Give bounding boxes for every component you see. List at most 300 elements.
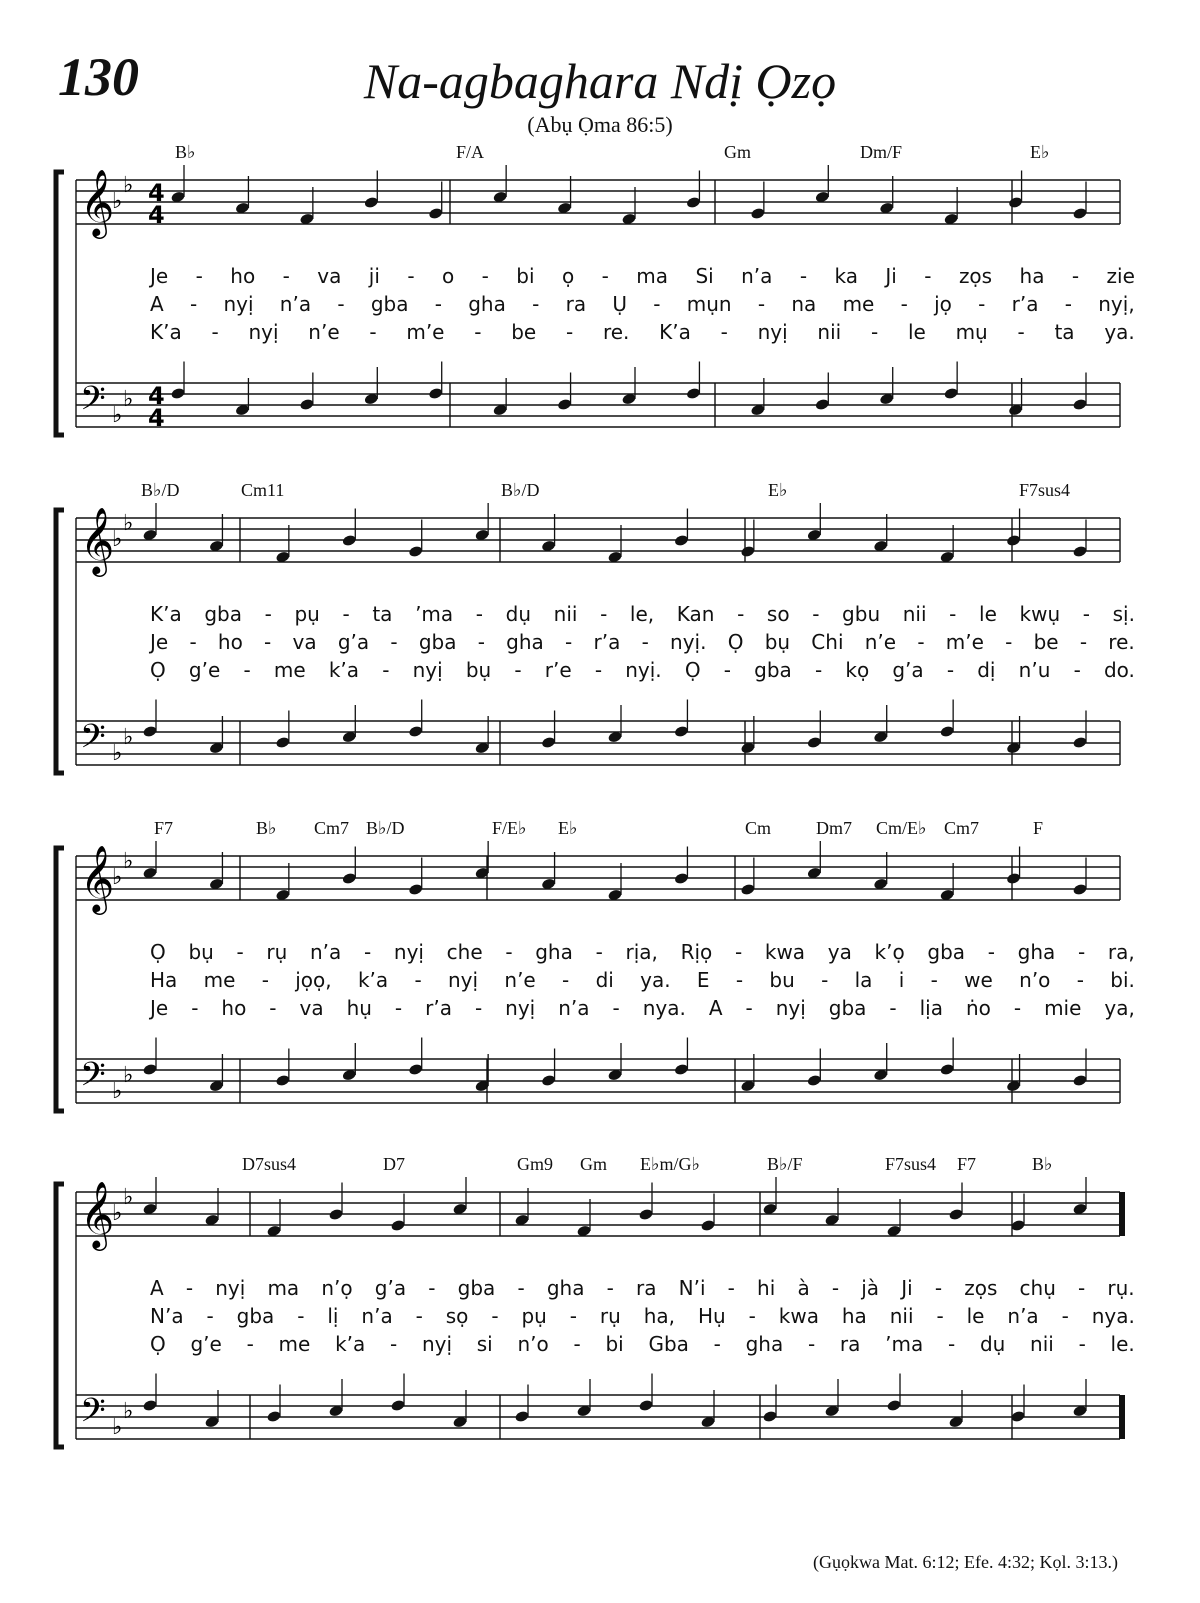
lyric-syllable: k’a: [357, 968, 389, 992]
lyric-syllable: k’a: [335, 1332, 366, 1356]
lyric-syllable: me: [273, 658, 306, 682]
chord-symbol: Cm7: [944, 818, 980, 838]
lyric-syllable: nyị.: [625, 658, 662, 682]
lyric-syllable: di: [595, 968, 614, 992]
lyric-syllable: -: [297, 1304, 305, 1328]
flat-icon: ♭: [123, 1185, 134, 1210]
lyric-syllable: bi.: [1110, 968, 1135, 992]
lyric-syllable: A: [150, 292, 164, 316]
flat-icon: ♭: [123, 849, 134, 874]
lyric-syllable: Ọ: [684, 658, 701, 682]
lyric-syllable: r’a: [593, 630, 621, 654]
lyric-syllable: -: [1013, 996, 1022, 1020]
lyric-syllable: nyị: [757, 320, 788, 344]
lyric-syllable: nyị: [215, 1276, 246, 1300]
lyric-syllable: -: [195, 264, 203, 288]
lyric-syllable: va: [299, 996, 324, 1020]
lyric-syllable: -: [734, 940, 743, 964]
lyric-syllable: nyị: [421, 1332, 453, 1356]
lyric-syllable: zọs: [964, 1276, 998, 1300]
lyric-syllable: -: [269, 996, 277, 1020]
flat-icon: ♭: [112, 1201, 123, 1226]
lyric-syllable: n’e: [504, 968, 536, 992]
lyric-syllable: -: [946, 658, 955, 682]
lyric-syllable: o: [441, 264, 455, 288]
lyric-syllable: -: [434, 292, 442, 316]
lyric-syllable: zie: [1106, 264, 1135, 288]
lyric-syllable: -: [394, 996, 403, 1020]
lyric-syllable: n’a: [558, 996, 590, 1020]
system-bracket-icon: [56, 172, 64, 435]
lyric-verse-1: [150, 264, 1135, 294]
lyric-syllable: -: [185, 1276, 194, 1300]
lyric-syllable: Ji: [885, 264, 897, 288]
lyric-syllable: -: [236, 940, 244, 964]
lyric-syllable: nyị: [448, 968, 479, 992]
lyric-syllable: -: [745, 996, 753, 1020]
flat-icon: ♭: [112, 741, 123, 766]
lyric-syllable: N’a: [150, 1304, 184, 1328]
hymn-number: 130: [58, 47, 139, 107]
lyric-syllable: jọ: [934, 292, 952, 316]
lyric-syllable: le: [907, 320, 926, 344]
lyric-syllable: ji: [368, 264, 380, 288]
lyric-syllable: rịa,: [625, 940, 658, 964]
lyric-syllable: we: [964, 968, 993, 992]
lyric-syllable: -: [363, 940, 372, 964]
chord-symbol: F/A: [456, 142, 485, 162]
bass-staff: [76, 718, 1120, 766]
lyric-syllable: -: [748, 1304, 756, 1328]
lyric-syllable: -: [934, 1276, 943, 1300]
lyric-syllable: m’e: [945, 630, 984, 654]
lyric-syllable: -: [1077, 940, 1086, 964]
lyric-syllable: lịa: [919, 996, 943, 1020]
lyric-syllable: gba: [418, 630, 457, 654]
flat-icon: ♭: [112, 1079, 123, 1104]
lyric-syllable: n’ọ: [321, 1276, 353, 1300]
lyric-syllable: kwa: [764, 940, 806, 964]
chord-symbol: D7: [383, 1154, 405, 1174]
lyric-syllable: nyị.: [670, 630, 707, 654]
lyric-syllable: -: [723, 658, 731, 682]
lyric-syllable: -: [189, 292, 198, 316]
chord-symbol: B♭: [175, 142, 196, 162]
lyric-syllable: m’e: [406, 320, 445, 344]
lyric-syllable: g’a: [374, 1276, 407, 1300]
lyric-syllable: -: [565, 320, 574, 344]
lyric-syllable: -: [390, 630, 398, 654]
music-system: [0, 478, 1200, 798]
lyric-syllable: be: [1033, 630, 1059, 654]
lyric-syllable: -: [475, 602, 484, 626]
lyric-verse-3: [150, 1332, 1135, 1362]
lyric-syllable: kwa: [778, 1304, 819, 1328]
lyric-syllable: -: [1005, 630, 1013, 654]
lyric-syllable: gba: [236, 1304, 275, 1328]
lyric-syllable: -: [243, 658, 251, 682]
lyric-syllable: nya.: [1091, 1304, 1135, 1328]
lyric-syllable: me: [203, 968, 236, 992]
lyric-syllable: -: [1064, 292, 1072, 316]
lyric-syllable: si: [476, 1332, 493, 1356]
lyric-syllable: -: [407, 264, 415, 288]
lyric-syllable: -: [812, 602, 820, 626]
lyric-syllable: -: [612, 996, 620, 1020]
lyric-syllable: A: [150, 1276, 164, 1300]
lyric-syllable: A: [708, 996, 723, 1020]
treble-clef-icon: 𝄞: [80, 168, 115, 236]
chord-symbol: B♭/D: [141, 480, 180, 500]
lyric-syllable: g’a: [892, 658, 924, 682]
bass-staff: [76, 1392, 1120, 1440]
lyric-syllable: -: [900, 292, 908, 316]
lyric-syllable: ya.: [640, 968, 671, 992]
lyric-syllable: sị.: [1112, 602, 1135, 626]
lyric-syllable: Ọ: [150, 1332, 166, 1356]
lyric-syllable: n’u: [1018, 658, 1051, 682]
lyric-syllable: nya.: [642, 996, 686, 1020]
lyric-syllable: -: [1078, 1332, 1086, 1356]
treble-clef-icon: 𝄞: [80, 506, 115, 574]
lyric-syllable: gba: [204, 602, 243, 626]
lyric-syllable: n’a: [1007, 1304, 1039, 1328]
lyric-syllable: zọs: [958, 264, 993, 288]
lyric-syllable: -: [947, 1332, 956, 1356]
lyric-syllable: ka: [834, 264, 858, 288]
lyric-syllable: re.: [602, 320, 630, 344]
lyric-syllable: ọ: [561, 264, 575, 288]
lyric-syllable: che: [446, 940, 483, 964]
lyric-syllable: g’e: [188, 658, 221, 682]
lyric-syllable: Si: [695, 264, 714, 288]
lyric-syllable: r’a: [1011, 292, 1039, 316]
chord-symbol: B♭: [256, 818, 277, 838]
chord-symbol: Gm: [580, 1154, 607, 1174]
lyric-syllable: -: [831, 1276, 840, 1300]
lyric-syllable: nii: [902, 602, 927, 626]
lyric-syllable: sọ: [445, 1304, 469, 1328]
lyric-syllable: lị: [327, 1304, 339, 1328]
bass-clef-icon: 𝄢: [80, 1392, 106, 1438]
chord-symbol: E♭: [1030, 142, 1050, 162]
lyric-syllable: Je: [150, 630, 169, 654]
lyric-syllable: ra: [839, 1332, 861, 1356]
lyric-syllable: E: [696, 968, 710, 992]
lyric-syllable: be: [511, 320, 537, 344]
lyric-syllable: -: [870, 320, 879, 344]
lyric-syllable: Je: [150, 996, 169, 1020]
lyric-syllable: kọ: [845, 658, 870, 682]
lyric-syllable: -: [595, 940, 603, 964]
hymn-title: Na-agbaghara Ndị Ọzọ: [363, 53, 837, 109]
lyric-verse-1: [150, 1276, 1135, 1306]
lyric-syllable: -: [1082, 602, 1090, 626]
flat-icon: ♭: [112, 189, 123, 214]
lyric-syllable: -: [601, 264, 609, 288]
lyric-syllable: -: [569, 1304, 577, 1328]
lyric-syllable: ya: [827, 940, 852, 964]
lyric-syllable: ha: [841, 1304, 867, 1328]
lyric-syllable: -: [1017, 320, 1025, 344]
lyric-syllable: nyị: [248, 320, 279, 344]
flat-icon: ♭: [123, 725, 134, 750]
lyric-syllable: -: [261, 968, 269, 992]
lyric-syllable: ya,: [1104, 996, 1135, 1020]
chord-symbol: Dm7: [816, 818, 852, 838]
lyric-syllable: la: [854, 968, 873, 992]
lyric-syllable: -: [930, 968, 938, 992]
lyric-syllable: K’a: [659, 320, 691, 344]
lyric-syllable: ha: [1019, 264, 1045, 288]
flat-icon: ♭: [123, 173, 134, 198]
lyric-syllable: pụ: [521, 1304, 547, 1328]
lyric-syllable: bi: [605, 1332, 624, 1356]
lyric-syllable: g’a: [337, 630, 370, 654]
flat-icon: ♭: [123, 1063, 134, 1088]
lyric-syllable: r’a: [425, 996, 452, 1020]
lyric-syllable: -: [889, 996, 897, 1020]
lyric-syllable: dụ: [979, 1332, 1006, 1356]
lyric-syllable: -: [737, 602, 745, 626]
lyric-syllable: nii: [553, 602, 578, 626]
lyric-syllable: ho: [230, 264, 256, 288]
lyric-syllable: -: [1071, 264, 1080, 288]
lyric-syllable: kwụ: [1019, 602, 1061, 626]
chord-symbol: F7sus4: [1019, 480, 1071, 500]
lyric-syllable: ma: [636, 264, 669, 288]
lyric-syllable: Chi: [811, 630, 844, 654]
lyric-syllable: -: [514, 658, 522, 682]
lyric-syllable: -: [264, 630, 272, 654]
lyric-syllable: ta: [1054, 320, 1075, 344]
lyric-syllable: gha: [535, 940, 573, 964]
lyric-syllable: re.: [1108, 630, 1135, 654]
time-signature-icon: 4: [148, 179, 165, 207]
lyric-syllable: n’a: [361, 1304, 393, 1328]
lyric-syllable: -: [653, 292, 661, 316]
lyric-syllable: n’a: [279, 292, 312, 316]
lyric-syllable: Je: [150, 264, 169, 288]
lyric-syllable: gba: [754, 658, 792, 682]
lyric-verse-1: [150, 940, 1135, 970]
lyric-syllable: ta: [372, 602, 393, 626]
chord-symbol: Cm/E♭: [876, 818, 927, 838]
lyric-syllable: -: [917, 630, 925, 654]
lyric-syllable: n’e: [308, 320, 340, 344]
lyric-syllable: -: [477, 630, 485, 654]
lyric-syllable: -: [369, 320, 377, 344]
lyric-syllable: nyị: [223, 292, 254, 316]
music-system: [0, 816, 1200, 1136]
lyric-syllable: Ọ: [150, 658, 166, 682]
lyric-syllable: n’e: [864, 630, 897, 654]
lyric-syllable: k’a: [328, 658, 360, 682]
lyric-syllable: -: [594, 658, 603, 682]
lyric-syllable: Gba: [648, 1332, 689, 1356]
lyric-syllable: -: [713, 1332, 721, 1356]
lyric-syllable: hụ: [346, 996, 372, 1020]
flat-icon: ♭: [112, 403, 123, 428]
lyric-syllable: -: [189, 630, 197, 654]
lyric-syllable: gba: [370, 292, 409, 316]
lyric-syllable: nyị: [775, 996, 806, 1020]
system-bracket-icon: [56, 1184, 64, 1447]
lyric-syllable: nyị: [505, 996, 536, 1020]
treble-staff: [76, 1180, 1120, 1251]
lyric-syllable: mụ: [955, 320, 988, 344]
lyric-syllable: me: [278, 1332, 311, 1356]
flat-icon: ♭: [112, 1415, 123, 1440]
time-signature-icon: 4: [148, 201, 165, 229]
lyric-syllable: gbu: [842, 602, 881, 626]
lyric-syllable: nyị: [412, 658, 443, 682]
lyric-syllable: -: [474, 996, 483, 1020]
lyric-syllable: i: [898, 968, 905, 992]
treble-clef-icon: 𝄞: [80, 1180, 115, 1248]
lyric-syllable: rụ.: [1107, 1276, 1135, 1300]
lyric-syllable: nyị,: [1098, 292, 1135, 316]
lyric-syllable: ho: [221, 996, 247, 1020]
lyric-syllable: Ọ: [150, 940, 166, 964]
chord-symbol: B♭/D: [366, 818, 405, 838]
lyric-syllable: gha: [745, 1332, 784, 1356]
lyric-syllable: gba: [457, 1276, 496, 1300]
flat-icon: ♭: [123, 511, 134, 536]
system-bracket-icon: [56, 848, 64, 1111]
lyric-syllable: rụ: [599, 1304, 621, 1328]
treble-staff: [76, 844, 1120, 915]
flat-icon: ♭: [123, 387, 134, 412]
lyric-syllable: -: [491, 1304, 499, 1328]
lyric-syllable: gba: [828, 996, 867, 1020]
footer-scripture-references: (Gụọkwa Mat. 6:12; Efe. 4:32; Kọl. 3:13.): [813, 1552, 1118, 1572]
lyric-syllable: -: [206, 1304, 214, 1328]
lyric-syllable: -: [1076, 968, 1084, 992]
lyric-syllable: va: [292, 630, 317, 654]
lyric-syllable: n’o: [1019, 968, 1051, 992]
lyric-syllable: nii: [889, 1304, 914, 1328]
lyric-syllable: jọọ,: [295, 968, 332, 992]
lyric-syllable: chụ: [1019, 1276, 1056, 1300]
bass-staff: [76, 1056, 1120, 1104]
lyric-syllable: le: [979, 602, 997, 626]
lyric-syllable: Ụ: [612, 292, 628, 316]
lyric-syllable: hi: [757, 1276, 776, 1300]
chord-symbol: B♭/F: [767, 1154, 803, 1174]
flat-icon: ♭: [112, 865, 123, 890]
lyric-syllable: n’o: [517, 1332, 549, 1356]
lyric-syllable: rụ: [266, 940, 288, 964]
lyric-syllable: jà: [861, 1276, 880, 1300]
lyric-syllable: -: [415, 1304, 423, 1328]
lyric-syllable: ya.: [1104, 320, 1135, 344]
lyric-syllable: -: [562, 968, 570, 992]
lyric-syllable: va: [317, 264, 342, 288]
lyric-verse-2: [150, 1304, 1135, 1334]
lyric-syllable: le,: [629, 602, 655, 626]
lyric-syllable: Ọ: [727, 630, 744, 654]
lyric-syllable: ha,: [643, 1304, 676, 1328]
lyric-syllable: -: [517, 1276, 525, 1300]
lyric-syllable: -: [532, 292, 540, 316]
lyric-verse-3: [150, 658, 1135, 688]
lyric-syllable: nii: [817, 320, 842, 344]
lyric-syllable: K’a: [150, 320, 182, 344]
lyric-syllable: -: [573, 1332, 581, 1356]
lyric-syllable: -: [246, 1332, 254, 1356]
lyric-syllable: -: [949, 602, 957, 626]
lyric-syllable: k’ọ: [874, 940, 905, 964]
bass-clef-icon: 𝄢: [80, 380, 106, 426]
lyric-syllable: -: [814, 658, 823, 682]
lyric-syllable: mụn: [686, 292, 732, 316]
lyric-syllable: -: [191, 996, 199, 1020]
lyric-syllable: -: [337, 292, 345, 316]
lyric-syllable: bụ: [188, 940, 214, 964]
chord-symbol: B♭/D: [501, 480, 540, 500]
chord-symbol: F: [1033, 818, 1044, 838]
lyric-verse-2: [150, 292, 1135, 322]
lyric-syllable: mie: [1044, 996, 1082, 1020]
lyric-syllable: dụ: [505, 602, 532, 626]
lyric-syllable: -: [727, 1276, 735, 1300]
lyric-syllable: so: [766, 602, 790, 626]
lyric-syllable: -: [474, 320, 482, 344]
lyric-syllable: -: [600, 602, 608, 626]
chord-symbol: Gm: [724, 142, 751, 162]
chord-symbol: E♭: [768, 480, 788, 500]
flat-icon: ♭: [112, 527, 123, 552]
lyric-syllable: ra: [565, 292, 587, 316]
lyric-syllable: gha: [506, 630, 544, 654]
chord-symbol: Gm9: [517, 1154, 553, 1174]
lyric-syllable: -: [282, 264, 290, 288]
lyric-syllable: N’i: [678, 1276, 706, 1300]
chord-symbol: F/E♭: [492, 818, 527, 838]
lyric-syllable: -: [428, 1276, 436, 1300]
lyric-syllable: ’ma: [415, 602, 454, 626]
treble-clef-icon: 𝄞: [80, 844, 115, 912]
chord-symbol: E♭: [558, 818, 578, 838]
music-system: [0, 140, 1200, 460]
lyric-syllable: bu: [769, 968, 795, 992]
lyric-syllable: -: [1061, 1304, 1069, 1328]
music-system: [0, 1152, 1200, 1472]
lyric-syllable: do.: [1103, 658, 1135, 682]
lyric-syllable: -: [342, 602, 350, 626]
chord-symbol: Dm/F: [860, 142, 903, 162]
chord-symbol: Cm: [745, 818, 772, 838]
lyric-syllable: gha: [546, 1276, 585, 1300]
lyric-syllable: pụ: [294, 602, 320, 626]
lyric-syllable: -: [1073, 658, 1081, 682]
lyric-syllable: ho: [217, 630, 243, 654]
lyric-syllable: le.: [1110, 1332, 1135, 1356]
lyric-syllable: ṅo: [965, 996, 991, 1020]
lyric-syllable: -: [382, 658, 390, 682]
treble-staff: [76, 506, 1120, 577]
lyric-syllable: -: [1078, 1276, 1086, 1300]
chord-symbol: B♭: [1032, 1154, 1053, 1174]
lyric-syllable: -: [978, 292, 986, 316]
lyric-syllable: -: [720, 320, 728, 344]
lyric-syllable: n’a: [741, 264, 773, 288]
lyric-syllable: Ha: [150, 968, 178, 992]
lyric-verse-3: [150, 996, 1135, 1026]
lyric-verse-3: [150, 320, 1135, 350]
bass-clef-icon: 𝄢: [80, 718, 106, 764]
